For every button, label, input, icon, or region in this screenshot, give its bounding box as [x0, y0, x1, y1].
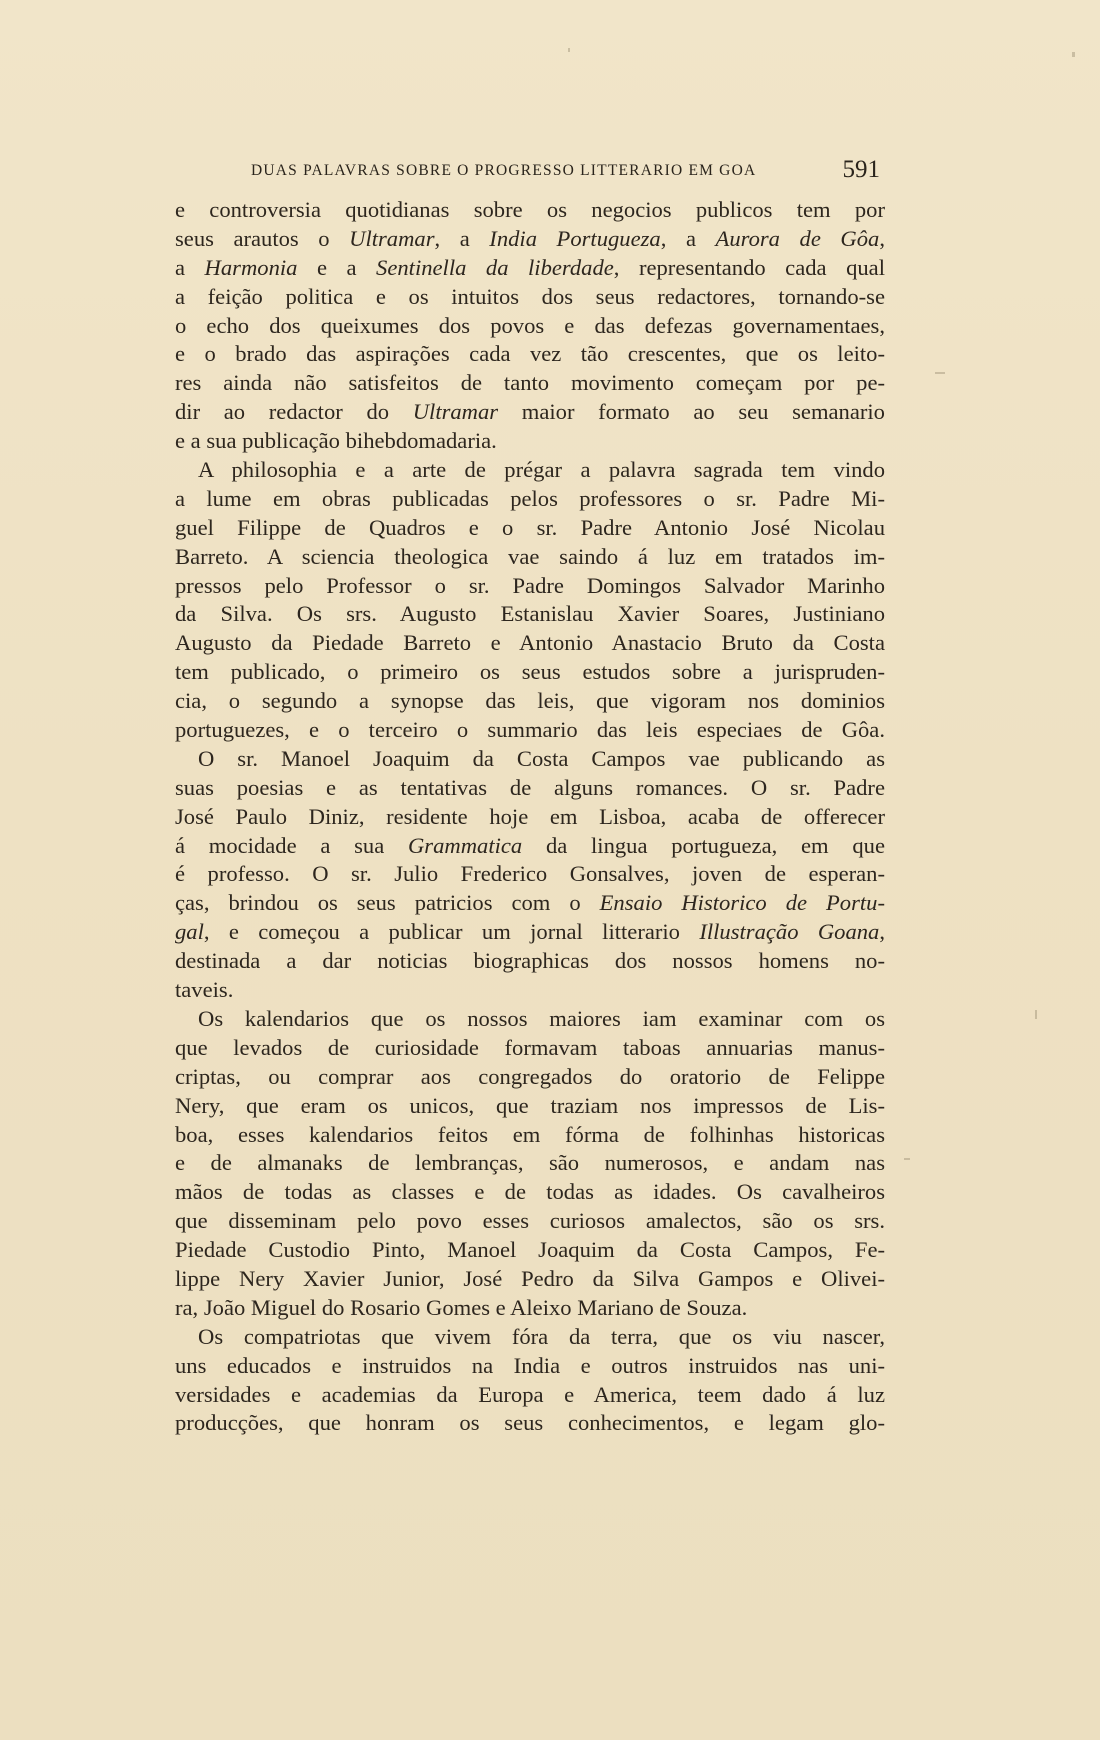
page-number: 591 [842, 156, 880, 183]
book-title: gal [175, 919, 204, 945]
text-line: res ainda não satisfeitos de tanto movimento começam por pe- [175, 370, 885, 396]
book-title: Grammatica [407, 832, 523, 858]
text-line: seus arautos o Ultramar, a India Portugueza, a Aurora de Gôa, [175, 225, 885, 251]
text-line: suas poesias e as tentativas de alguns romances. O sr. Padre [175, 774, 885, 800]
text-line: boa, esses kalendarios feitos em fórma de folhinhas historicas [175, 1121, 885, 1147]
paragraph-start: A philosophia e a arte de prégar a palavra sagrada tem vindo [198, 457, 885, 483]
text-line: da Silva. Os srs. Augusto Estanislau Xavier Soares, Justiniano [175, 601, 885, 627]
text-line: á mocidade a sua Grammatica da lingua portugueza, em que [175, 832, 885, 858]
book-title: Ensaio Historico de Portu- [599, 890, 885, 916]
text-line: producções, que honram os seus conhecimentos, e legam glo- [175, 1410, 885, 1436]
text-line: guel Filippe de Quadros e o sr. Padre Antonio José Nicolau [175, 514, 885, 540]
text-line: pressos pelo Professor o sr. Padre Domingos Salvador Marinho [175, 572, 885, 598]
paragraph-start: Os compatriotas que vivem fóra da terra, que os viu nascer, [198, 1323, 885, 1349]
newspaper-title: Ultramar [349, 225, 435, 251]
newspaper-title: Sentinella da liberdade [376, 254, 614, 280]
newspaper-title: Ultramar [412, 399, 499, 425]
text-line: tem publicado, o primeiro os seus estudos sobre a jurispruden- [175, 659, 885, 685]
text-line: criptas, ou comprar aos congregados do oratorio de Felippe [175, 1063, 885, 1089]
running-title: DUAS PALAVRAS SOBRE O PROGRESSO LITTERARIO EM GOA [251, 162, 757, 179]
text-line: ra, João Miguel do Rosario Gomes e Aleixo Mariano de Souza. [175, 1294, 748, 1320]
newspaper-title: India Portugueza [489, 225, 661, 251]
text-line: José Paulo Diniz, residente hoje em Lisboa, acaba de offerecer [175, 803, 885, 829]
text-line: a feição politica e os intuitos dos seus redactores, tornando-se [175, 283, 885, 309]
text-line: portuguezes, e o terceiro o summario das leis especiaes de Gôa. [175, 717, 885, 743]
text-line: taveis. [175, 977, 234, 1003]
paper-speck [904, 1158, 910, 1160]
text-line: o echo dos queixumes dos povos e das defezas governamentaes, [175, 312, 885, 338]
text-line: e o brado das aspirações cada vez tão crescentes, que os leito- [175, 341, 885, 367]
text-line: e controversia quotidianas sobre os negocios publicos tem por [175, 197, 885, 222]
paper-speck [568, 48, 570, 52]
text-line: Nery, que eram os unicos, que traziam nos impressos de Lis- [175, 1092, 885, 1118]
text-line: é professo. O sr. Julio Frederico Gonsalves, joven de esperan- [175, 861, 885, 887]
paragraph-start: O sr. Manoel Joaquim da Costa Campos vae publicando as [198, 745, 885, 771]
paper-speck [1072, 52, 1075, 57]
text-line: que disseminam pelo povo esses curiosos amalectos, são os srs. [175, 1208, 885, 1234]
text-line: mãos de todas as classes e de todas as idades. Os cavalheiros [175, 1179, 885, 1205]
text-line: a lume em obras publicadas pelos professores o sr. Padre Mi- [175, 485, 885, 511]
text-line: lippe Nery Xavier Junior, José Pedro da Silva Gampos e Olivei- [175, 1265, 885, 1291]
paper-speck [935, 372, 945, 374]
newspaper-title: Aurora de Gôa [715, 225, 880, 251]
text-line: versidades e academias da Europa e America, teem dado á luz [175, 1381, 885, 1407]
text-line: e de almanaks de lembranças, são numerosos, e andam nas [175, 1150, 885, 1176]
text-line: gal, e começou a publicar um jornal litterario Illustração Goana, [175, 919, 885, 945]
text-line: que levados de curiosidade formavam taboas annuarias manus- [175, 1034, 885, 1060]
text-line: ças, brindou os seus patricios com o Ensaio Historico de Portu- [175, 890, 885, 916]
paper-speck [1035, 1010, 1037, 1019]
text-line: e a sua publicação bihebdomadaria. [175, 428, 497, 454]
text-line: Augusto da Piedade Barreto e Antonio Anastacio Bruto da Costa [175, 630, 885, 656]
text-line: Piedade Custodio Pinto, Manoel Joaquim da Costa Campos, Fe- [175, 1237, 885, 1263]
text-line: dir ao redactor do Ultramar maior formato ao seu semanario [175, 399, 885, 425]
text-line: uns educados e instruidos na India e outros instruidos nas uni- [175, 1352, 885, 1378]
paragraph-start: Os kalendarios que os nossos maiores iam examinar com os [198, 1005, 885, 1031]
text-line: cia, o segundo a synopse das leis, que vigoram nos dominios [175, 688, 885, 714]
text-line: destinada a dar noticias biographicas dos nossos homens no- [175, 948, 885, 974]
newspaper-title: Harmonia [204, 254, 298, 280]
text-line: Barreto. A sciencia theologica vae saindo á luz em tratados im- [175, 543, 885, 569]
page-header [175, 156, 880, 192]
text-line: a Harmonia e a Sentinella da liberdade, representando cada qual [175, 254, 885, 280]
body-text [175, 196, 885, 1438]
journal-title: Illustração Goana [699, 919, 880, 945]
